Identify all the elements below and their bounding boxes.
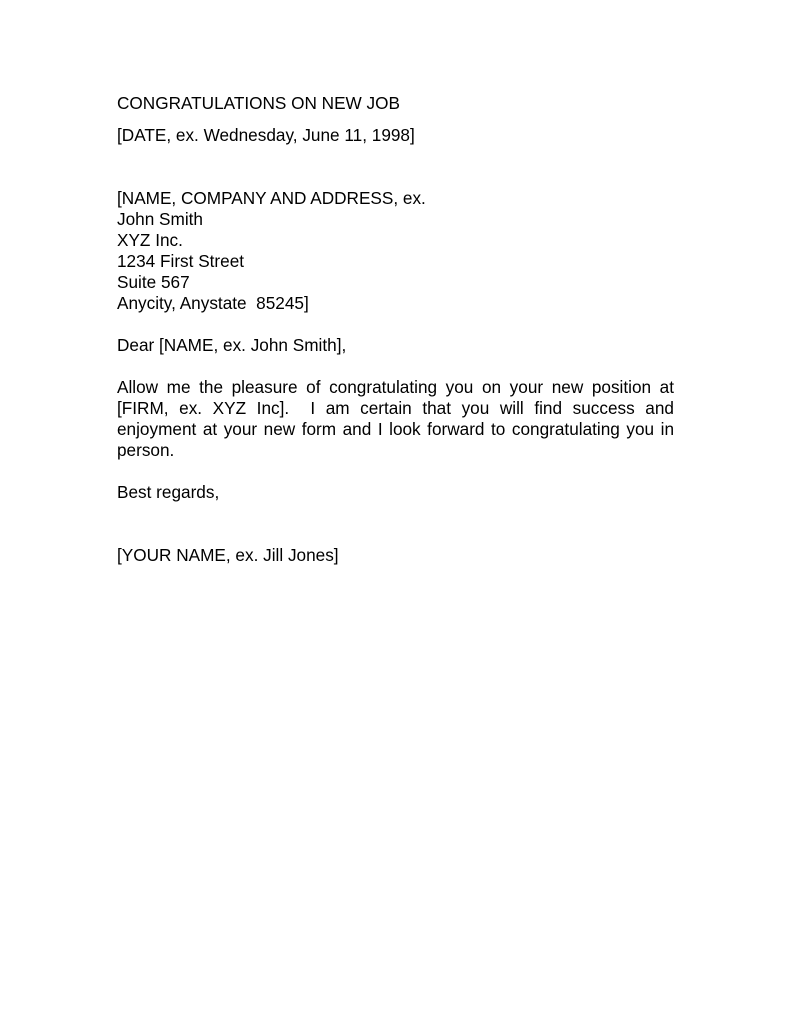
address-line: [NAME, COMPANY AND ADDRESS, ex. — [117, 188, 426, 208]
signature-placeholder: [YOUR NAME, ex. Jill Jones] — [117, 545, 339, 565]
letter-date: [DATE, ex. Wednesday, June 11, 1998] — [117, 125, 415, 145]
recipient-address-block — [117, 188, 674, 314]
address-line: Suite 567 — [117, 272, 190, 292]
salutation: Dear [NAME, ex. John Smith], — [117, 335, 347, 355]
address-line: John Smith — [117, 209, 203, 229]
closing: Best regards, — [117, 482, 220, 502]
address-line: Anycity, Anystate 85245] — [117, 293, 309, 313]
letter-title: CONGRATULATIONS ON NEW JOB — [117, 93, 400, 113]
letter — [117, 93, 674, 566]
letter-body-paragraph: Allow me the pleasure of congratulating you on your new position at [FIRM, ex. XYZ Inc]. I am certain that you will find success and enjoyment at your new form and I look forward to congratulating you in person. — [117, 377, 674, 460]
address-line: XYZ Inc. — [117, 230, 183, 250]
address-line: 1234 First Street — [117, 251, 245, 271]
